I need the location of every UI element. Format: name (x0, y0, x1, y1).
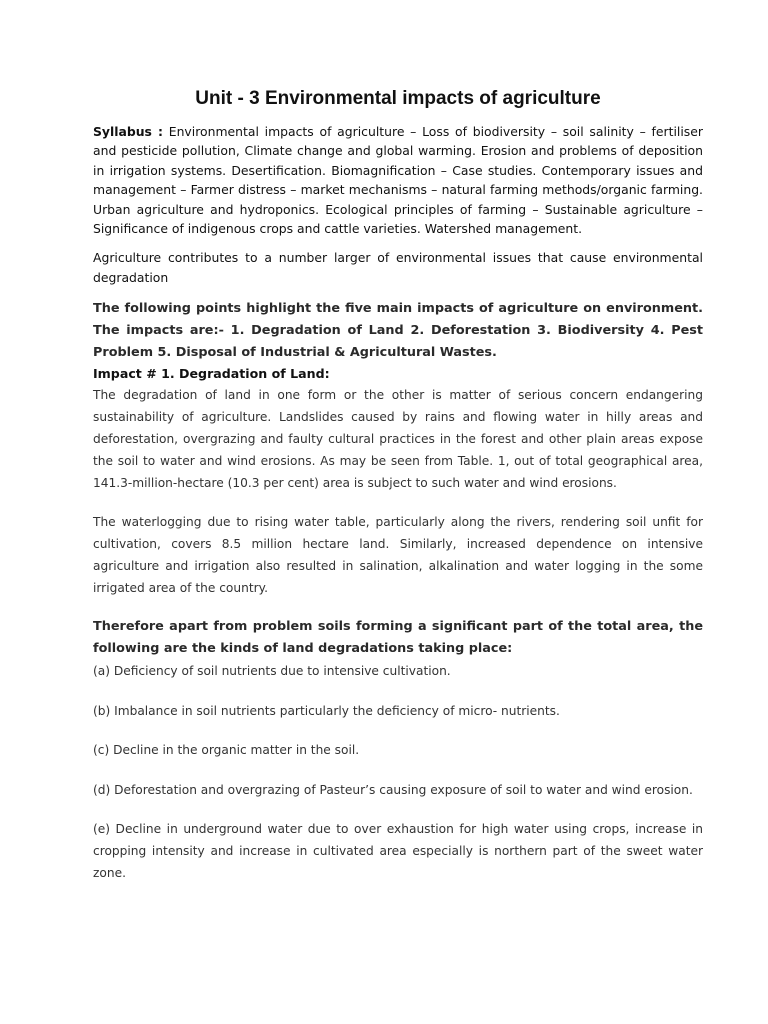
waterlogging-paragraph: The waterlogging due to rising water table, particularly along the rivers, rendering soil unfit for cultivation, covers 8.5 million hectare land. Similarly, increased dependence on intensive agriculture and irrigation also resulted in salination, alkalination and water logging in the some irrigated area of the country. (93, 515, 703, 596)
list-item: (a) Deficiency of soil nutrients due to intensive cultivation. (93, 664, 451, 679)
land-degradation-paragraph: The degradation of land in one form or the other is matter of serious concern endangering sustainability of agriculture. Landslides caused by rains and flowing water in hilly areas and deforestation, overgrazing and faulty cultural practices in the forest and other plain areas expose the soil to water and wind erosions. As may be seen from Table. 1, out of total geographical area, 141.3-million-hectare (10.3 per cent) area is subject to such water and wind erosions. (93, 388, 703, 491)
syllabus-label: Syllabus : (93, 124, 163, 139)
intro-paragraph: Agriculture contributes to a number larger of environmental issues that cause environmental degradation (93, 250, 703, 286)
page-title: Unit - 3 Environmental impacts of agriculture (195, 88, 601, 109)
land-degradation-kinds-intro: Therefore apart from problem soils forming a significant part of the total area, the following are the kinds of land degradations taking place: (93, 619, 703, 657)
list-item: (e) Decline in underground water due to over exhaustion for high water using crops, increase in cropping intensity and increase in cultivated area especially is northern part of the sweet water zone. (93, 822, 703, 881)
list-item: (c) Decline in the organic matter in the soil. (93, 743, 360, 758)
list-item: (d) Deforestation and overgrazing of Pasteur’s causing exposure of soil to water and wind erosion. (93, 782, 693, 797)
list-item: (b) Imbalance in soil nutrients particularly the deficiency of micro- nutrients. (93, 703, 560, 718)
five-impacts-paragraph: The following points highlight the five main impacts of agriculture on environment. The impacts are:- 1. Degradation of Land 2. Deforestation 3. Biodiversity 4. Pest Problem 5. Disposal of Industrial & Agricultural Wastes. (93, 301, 703, 361)
syllabus-text: Environmental impacts of agriculture – Loss of biodiversity – soil salinity – fertiliser and pesticide pollution, Climate change and global warming. Erosion and problems of deposition in irrigation systems. Desertification. Biomagnification – Case studies. Contemporary issues and management – Farmer distress – market mechanisms – natural farming methods/organic farming. Urban agriculture and hydroponics. Ecological principles of farming – Sustainable agriculture – Significance of indigenous crops and cattle varieties. Watershed management. (93, 124, 703, 237)
document-page (93, 88, 703, 902)
impact1-heading: Impact # 1. Degradation of Land: (93, 366, 330, 382)
syllabus-paragraph (93, 122, 703, 238)
